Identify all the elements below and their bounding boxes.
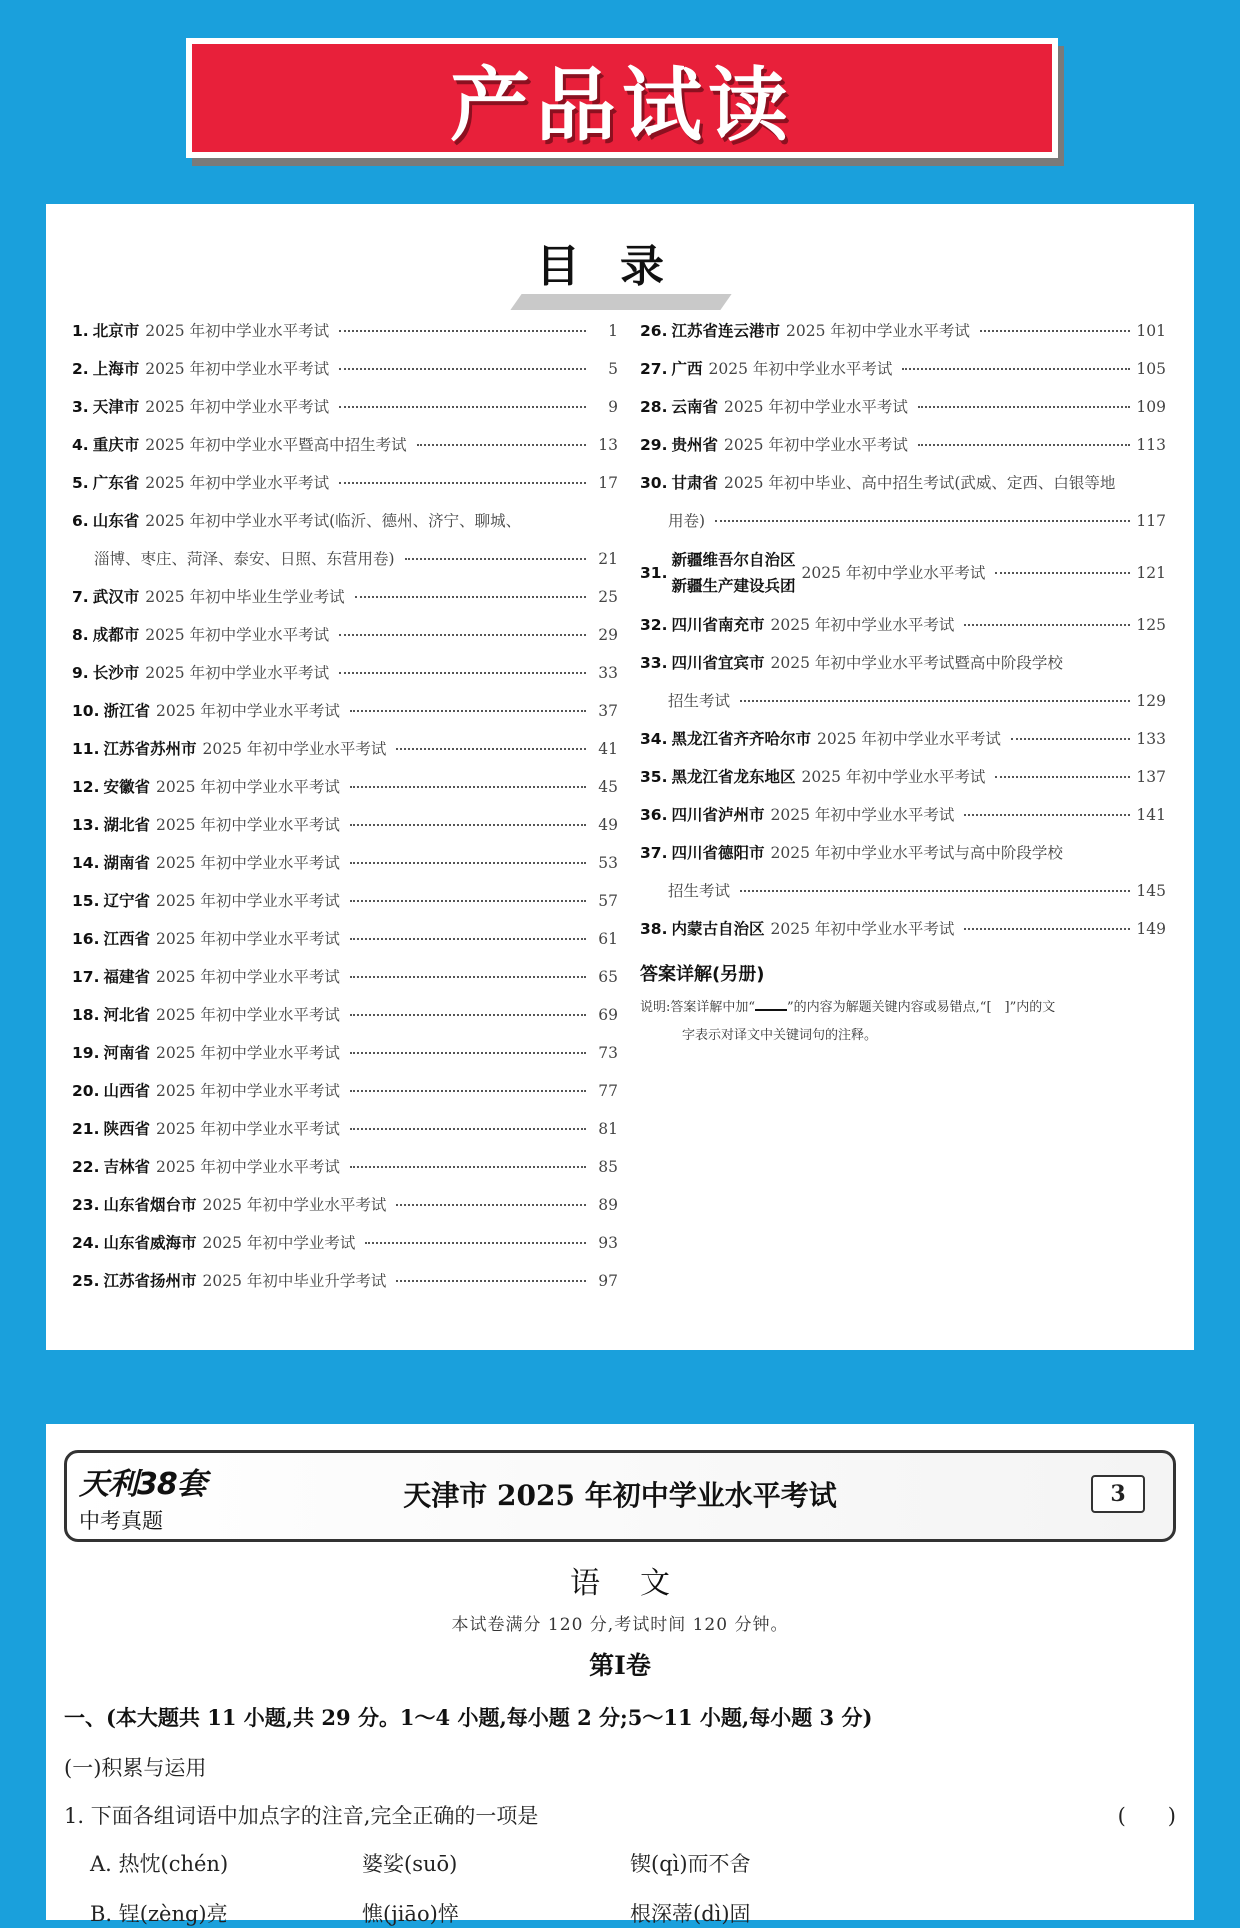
toc-entry-desc-2: 招生考试 [668, 882, 731, 900]
toc-entry [640, 720, 1166, 758]
toc-entry-number: 19. [72, 1044, 100, 1062]
toc-entry [640, 606, 1166, 644]
toc-entry-number: 6. [72, 512, 89, 530]
toc-leader-dots [396, 1204, 586, 1206]
toc-entry-number: 27. [640, 360, 668, 378]
toc-entry-number: 8. [72, 626, 89, 644]
toc-entry-number: 25. [72, 1272, 100, 1290]
toc-entry-desc: 2025 年初中学业水平暨高中招生考试 [145, 436, 407, 454]
toc-entry-region: 新疆维吾尔自治区 [671, 551, 796, 569]
toc-entry-number: 13. [72, 816, 100, 834]
toc-entry [640, 388, 1166, 426]
toc-entry [72, 350, 618, 388]
toc-entry-number: 29. [640, 436, 668, 454]
toc-entry-desc: 2025 年初中毕业、高中招生考试(武威、定西、白银等地 [723, 474, 1116, 492]
toc-leader-dots [964, 928, 1130, 930]
toc-leader-dots [350, 938, 586, 940]
toc-entry-desc: 2025 年初中学业水平考试 [723, 436, 908, 454]
toc-entry-number: 17. [72, 968, 100, 986]
toc-entry-region: 湖北省 [103, 816, 150, 834]
toc-entry-number: 22. [72, 1158, 100, 1176]
toc-entry-region: 山东省威海市 [103, 1234, 197, 1252]
underline-sample [755, 997, 787, 1011]
toc-leader-dots [355, 596, 586, 598]
toc-entry-desc: 2025 年初中学业水平考试 [785, 322, 970, 340]
toc-entry-region: 长沙市 [92, 664, 140, 682]
toc-leader-dots [918, 406, 1131, 408]
option-item: 憔(jiāo)悴 [362, 1902, 459, 1926]
exam-note: 本试卷满分 120 分,考试时间 120 分钟。 [451, 1615, 789, 1635]
toc-entry-region: 河南省 [103, 1044, 150, 1062]
toc-left-column [72, 312, 618, 1300]
toc-entry-region: 江苏省扬州市 [103, 1272, 197, 1290]
toc-entry [72, 502, 618, 540]
answer-note-line-2: 字表示对译文中关键词句的注释。 [682, 1028, 878, 1043]
toc-entry-desc: 2025 年初中学业水平考试 [145, 626, 330, 644]
toc-entry-region: 吉林省 [103, 1158, 150, 1176]
toc-entry-page: 121 [1136, 564, 1166, 582]
toc-entry-region: 广东省 [92, 474, 140, 492]
toc-entry-region: 江苏省连云港市 [671, 322, 780, 340]
toc-entry-desc: 2025 年初中学业水平考试 [155, 1044, 340, 1062]
product-preview-banner [186, 38, 1058, 158]
toc-entry-page: 53 [598, 854, 618, 872]
toc-leader-dots [339, 482, 586, 484]
exam-sample-page [46, 1424, 1194, 1926]
toc-entry [72, 1148, 618, 1186]
exam-header [64, 1450, 1176, 1542]
toc-entry [72, 578, 618, 616]
toc-entry-number: 15. [72, 892, 100, 910]
toc-entry-number: 18. [72, 1006, 100, 1024]
toc-entry-page: 41 [598, 740, 618, 758]
toc-entry-page: 149 [1136, 920, 1166, 938]
toc-entry-page: 57 [598, 892, 618, 910]
exam-title: 天津市 2025 年初中学业水平考试 [403, 1479, 837, 1512]
toc-entry [640, 796, 1166, 834]
toc-leader-dots [350, 786, 586, 788]
section-heading: 一、(本大题共 11 小题,共 29 分。1～4 小题,每小题 2 分;5～11 小题,每小题 3 分) [64, 1705, 873, 1730]
toc-entry-desc: 2025 年初中学业水平考试 [801, 564, 986, 582]
toc-leader-dots [405, 558, 586, 560]
toc-entry [72, 958, 618, 996]
toc-entry-page: 113 [1136, 436, 1166, 454]
toc-leader-dots [396, 748, 586, 750]
toc-leader-dots [902, 368, 1130, 370]
toc-entry-region: 山西省 [103, 1082, 150, 1100]
answer-note-line-1 [640, 990, 1166, 1026]
toc-entry-region: 四川省南充市 [671, 616, 765, 634]
toc-entry-region: 浙江省 [103, 702, 150, 720]
toc-entry-page: 129 [1136, 692, 1166, 710]
toc-leader-dots [350, 900, 586, 902]
toc-entry-number: 3. [72, 398, 89, 416]
toc-entry-page: 29 [598, 626, 618, 644]
toc-entry-number: 36. [640, 806, 668, 824]
toc-leader-dots [339, 406, 586, 408]
toc-entry-region: 黑龙江省齐齐哈尔市 [671, 730, 811, 748]
part-title: 第Ⅰ卷 [589, 1651, 651, 1680]
toc-leader-dots [417, 444, 586, 446]
toc-entry [72, 768, 618, 806]
toc-entry-desc: 2025 年初中学业水平考试(临沂、德州、济宁、聊城、 [145, 512, 522, 530]
toc-leader-dots [918, 444, 1131, 446]
toc-entry-page: 77 [598, 1082, 618, 1100]
toc-leader-dots [396, 1280, 586, 1282]
toc-entry-region: 云南省 [671, 398, 718, 416]
toc-entry-number: 16. [72, 930, 100, 948]
toc-leader-dots [1011, 738, 1131, 740]
toc-entry [640, 464, 1166, 502]
toc-leader-dots [350, 1128, 586, 1130]
toc-leader-dots [339, 634, 586, 636]
toc-entry-region: 陕西省 [103, 1120, 150, 1138]
toc-entry-continued [640, 502, 1166, 540]
toc-entry [72, 654, 618, 692]
toc-entry [72, 1110, 618, 1148]
toc-entry-page: 17 [598, 474, 618, 492]
toc-entry-region: 山东省 [92, 512, 140, 530]
toc-entry-desc: 2025 年初中学业水平考试 [155, 1158, 340, 1176]
toc-entry-page: 109 [1136, 398, 1166, 416]
toc-entry-number: 4. [72, 436, 89, 454]
toc-entry-page: 93 [598, 1234, 618, 1252]
toc-entry [72, 920, 618, 958]
exam-number-badge: 3 [1091, 1475, 1145, 1513]
option-item: A. 热忱(chén) [90, 1852, 229, 1876]
toc-entry-number: 20. [72, 1082, 100, 1100]
toc-entry-page: 145 [1136, 882, 1166, 900]
toc-entry-number: 26. [640, 322, 668, 340]
toc-entry-number: 37. [640, 844, 668, 862]
toc-leader-dots [740, 700, 1130, 702]
toc-entry-number: 9. [72, 664, 89, 682]
toc-entry-number: 38. [640, 920, 668, 938]
toc-entry [72, 1034, 618, 1072]
subject-title: 语文 [570, 1566, 710, 1601]
toc-entry-page: 61 [598, 930, 618, 948]
toc-entry-region: 内蒙古自治区 [671, 920, 765, 938]
toc-leader-dots [980, 330, 1131, 332]
toc-entry-page: 69 [598, 1006, 618, 1024]
subsection-heading: (一)积累与运用 [64, 1756, 207, 1780]
toc-entry-number: 33. [640, 654, 668, 672]
toc-entry-region: 贵州省 [671, 436, 718, 454]
toc-entry-desc: 2025 年初中学业水平考试 [801, 768, 986, 786]
toc-entry-page: 141 [1136, 806, 1166, 824]
toc-entry-page: 33 [598, 664, 618, 682]
toc-entry-number: 28. [640, 398, 668, 416]
toc-entry-region: 山东省烟台市 [103, 1196, 197, 1214]
toc-leader-dots [964, 814, 1130, 816]
option-item: B. 锃(zèng)亮 [90, 1902, 228, 1926]
toc-entry [640, 758, 1166, 796]
toc-entry [72, 426, 618, 464]
toc-entry-number: 31. [640, 564, 668, 582]
toc-entry-number: 12. [72, 778, 100, 796]
toc-entry [72, 464, 618, 502]
toc-entry-number: 30. [640, 474, 668, 492]
toc-entry-desc: 2025 年初中学业水平考试 [155, 968, 340, 986]
toc-entry [72, 882, 618, 920]
toc-entry-number: 32. [640, 616, 668, 634]
toc-entry-region: 四川省泸州市 [671, 806, 765, 824]
toc-entry-desc: 2025 年初中学业水平考试 [145, 398, 330, 416]
toc-leader-dots [715, 520, 1130, 522]
option-item: 锲(qì)而不舍 [630, 1852, 751, 1876]
toc-right-column [640, 312, 1166, 1046]
toc-entry-region-group [671, 547, 795, 599]
toc-entry [72, 1262, 618, 1300]
series-logo [79, 1459, 219, 1537]
heading-decoration [510, 294, 731, 310]
toc-entry-desc: 2025 年初中学业水平考试 [708, 360, 893, 378]
toc-entry [72, 806, 618, 844]
toc-entry-region: 四川省德阳市 [671, 844, 765, 862]
toc-entry-page: 13 [598, 436, 618, 454]
toc-entry-continued [640, 682, 1166, 720]
toc-entry [640, 312, 1166, 350]
toc-entry-region: 北京市 [92, 322, 140, 340]
toc-entry-desc: 2025 年初中学业水平考试 [155, 778, 340, 796]
toc-entry-desc: 2025 年初中学业水平考试 [155, 1082, 340, 1100]
toc-entry [72, 996, 618, 1034]
toc-entry-desc: 2025 年初中学业水平考试 [155, 930, 340, 948]
toc-entry-continued [72, 540, 618, 578]
toc-entry-page: 37 [598, 702, 618, 720]
option-item: 婆娑(suō) [362, 1852, 458, 1876]
toc-entry-desc: 2025 年初中学业水平考试 [770, 616, 955, 634]
toc-entry-page: 137 [1136, 768, 1166, 786]
toc-entry-number: 34. [640, 730, 668, 748]
toc-leader-dots [350, 1014, 586, 1016]
toc-entry-region: 重庆市 [92, 436, 140, 454]
toc-entry [72, 616, 618, 654]
toc-entry-region: 河北省 [103, 1006, 150, 1024]
toc-entry-desc: 2025 年初中学业水平考试 [202, 1196, 387, 1214]
toc-entry-desc: 2025 年初中学业水平考试 [202, 740, 387, 758]
toc-entry [72, 730, 618, 768]
toc-entry-desc: 2025 年初中学业水平考试 [155, 816, 340, 834]
toc-entry-desc: 2025 年初中学业水平考试 [145, 322, 330, 340]
table-of-contents-page [46, 204, 1194, 1350]
toc-entry-desc-2: 招生考试 [668, 692, 731, 710]
toc-entry-desc: 2025 年初中学业水平考试 [145, 474, 330, 492]
toc-entry-region: 江西省 [103, 930, 150, 948]
question-text: 1. 下面各组词语中加点字的注音,完全正确的一项是 [64, 1804, 539, 1828]
toc-entry-region: 天津市 [92, 398, 140, 416]
toc-leader-dots [350, 1052, 586, 1054]
toc-entry-number: 10. [72, 702, 100, 720]
toc-entry-number: 5. [72, 474, 89, 492]
toc-entry [72, 388, 618, 426]
toc-entry-page: 117 [1136, 512, 1166, 530]
toc-entry-desc-2: 用卷) [668, 512, 706, 530]
toc-leader-dots [339, 672, 586, 674]
option-item: 根深蒂(dì)固 [630, 1902, 751, 1926]
toc-entry-continued [640, 872, 1166, 910]
toc-entry-desc: 2025 年初中学业水平考试 [155, 1006, 340, 1024]
toc-entry-desc: 2025 年初中学业水平考试 [155, 1120, 340, 1138]
toc-entry-region-2: 新疆生产建设兵团 [671, 577, 796, 595]
logo-subtitle: 中考真题 [79, 1509, 163, 1533]
toc-entry-desc: 2025 年初中学业水平考试 [155, 854, 340, 872]
toc-entry-page: 49 [598, 816, 618, 834]
toc-entry-page: 89 [598, 1196, 618, 1214]
toc-entry-page: 125 [1136, 616, 1166, 634]
toc-entry-number: 24. [72, 1234, 100, 1252]
toc-entry-region: 上海市 [92, 360, 140, 378]
toc-entry [72, 1224, 618, 1262]
toc-entry-region: 江苏省苏州市 [103, 740, 197, 758]
toc-entry-page: 9 [608, 398, 618, 416]
toc-leader-dots [365, 1242, 586, 1244]
toc-entry-desc: 2025 年初中学业水平考试 [145, 664, 330, 682]
toc-entry-page: 25 [598, 588, 618, 606]
toc-entry-region: 黑龙江省龙东地区 [671, 768, 796, 786]
toc-entry-number: 11. [72, 740, 100, 758]
toc-entry-region: 武汉市 [92, 588, 140, 606]
toc-entry-desc: 2025 年初中学业水平考试 [770, 806, 955, 824]
toc-entry-region: 福建省 [103, 968, 150, 986]
toc-entry-desc: 2025 年初中学业水平考试 [770, 920, 955, 938]
toc-entry-desc: 2025 年初中学业水平考试 [816, 730, 1001, 748]
toc-entry [72, 692, 618, 730]
toc-leader-dots [350, 976, 586, 978]
toc-entry-region: 甘肃省 [671, 474, 718, 492]
toc-entry-number: 21. [72, 1120, 100, 1138]
toc-entry-page: 45 [598, 778, 618, 796]
toc-leader-dots [964, 624, 1130, 626]
toc-entry-desc-2: 淄博、枣庄、菏泽、泰安、日照、东营用卷) [94, 550, 395, 568]
toc-entry-desc: 2025 年初中学业水平考试与高中阶段学校 [770, 844, 1063, 862]
toc-entry-desc: 2025 年初中学业水平考试 [723, 398, 908, 416]
toc-entry [72, 312, 618, 350]
toc-entry [72, 1186, 618, 1224]
toc-entry-desc: 2025 年初中毕业升学考试 [202, 1272, 387, 1290]
toc-leader-dots [740, 890, 1130, 892]
toc-entry-page: 97 [598, 1272, 618, 1290]
toc-entry-region: 安徽省 [103, 778, 150, 796]
toc-entry [640, 910, 1166, 948]
toc-entry-region: 湖南省 [103, 854, 150, 872]
toc-entry-page: 85 [598, 1158, 618, 1176]
toc-entry-page: 1 [608, 322, 618, 340]
toc-entry-page: 133 [1136, 730, 1166, 748]
toc-entry-number: 2. [72, 360, 89, 378]
toc-leader-dots [995, 776, 1130, 778]
toc-heading-text: 目录 [536, 241, 704, 292]
toc-entry [640, 540, 1166, 606]
answer-note-part-a: 说明:答案详解中加“ [640, 1000, 756, 1015]
toc-entry-number: 35. [640, 768, 668, 786]
toc-entry [640, 834, 1166, 872]
toc-entry [640, 426, 1166, 464]
toc-leader-dots [350, 710, 586, 712]
toc-entry-region: 广西 [671, 360, 703, 378]
toc-entry [640, 350, 1166, 388]
toc-entry-region: 辽宁省 [103, 892, 150, 910]
banner-title: 产品试读 [450, 58, 794, 152]
toc-entry-region: 成都市 [92, 626, 140, 644]
toc-entry-page: 65 [598, 968, 618, 986]
toc-entry-page: 5 [608, 360, 618, 378]
toc-entry [640, 644, 1166, 682]
toc-entry-desc: 2025 年初中学业水平考试 [155, 892, 340, 910]
toc-entry [72, 844, 618, 882]
toc-entry-number: 23. [72, 1196, 100, 1214]
toc-leader-dots [350, 1090, 586, 1092]
logo-mark: 天利38套 [79, 1467, 206, 1502]
toc-entry-page: 101 [1136, 322, 1166, 340]
toc-entry-page: 21 [598, 550, 618, 568]
toc-leader-dots [350, 824, 586, 826]
question-1 [64, 1800, 1176, 1830]
toc-entry-number: 14. [72, 854, 100, 872]
toc-entry-number: 7. [72, 588, 89, 606]
toc-entry-desc: 2025 年初中学业水平考试 [145, 360, 330, 378]
toc-leader-dots [350, 862, 586, 864]
toc-entry-desc: 2025 年初中学业水平考试暨高中阶段学校 [770, 654, 1063, 672]
answer-note-part-b: ”的内容为解题关键内容或易错点,“[ ]”内的文 [787, 1000, 1056, 1015]
toc-entry-desc: 2025 年初中学业水平考试 [155, 702, 340, 720]
toc-leader-dots [995, 572, 1130, 574]
toc-entry-desc: 2025 年初中毕业生学业考试 [145, 588, 345, 606]
toc-leader-dots [350, 1166, 586, 1168]
toc-entry-region: 四川省宜宾市 [671, 654, 765, 672]
toc-entry-page: 105 [1136, 360, 1166, 378]
toc-entry-desc: 2025 年初中学业考试 [202, 1234, 356, 1252]
toc-entry-page: 73 [598, 1044, 618, 1062]
answer-section-title: 答案详解(另册) [640, 964, 765, 985]
toc-heading [46, 232, 1194, 302]
answer-parentheses: ( ) [1117, 1804, 1176, 1828]
toc-entry [72, 1072, 618, 1110]
toc-leader-dots [339, 330, 586, 332]
toc-entry-number: 1. [72, 322, 89, 340]
toc-leader-dots [339, 368, 586, 370]
toc-entry-page: 81 [598, 1120, 618, 1138]
